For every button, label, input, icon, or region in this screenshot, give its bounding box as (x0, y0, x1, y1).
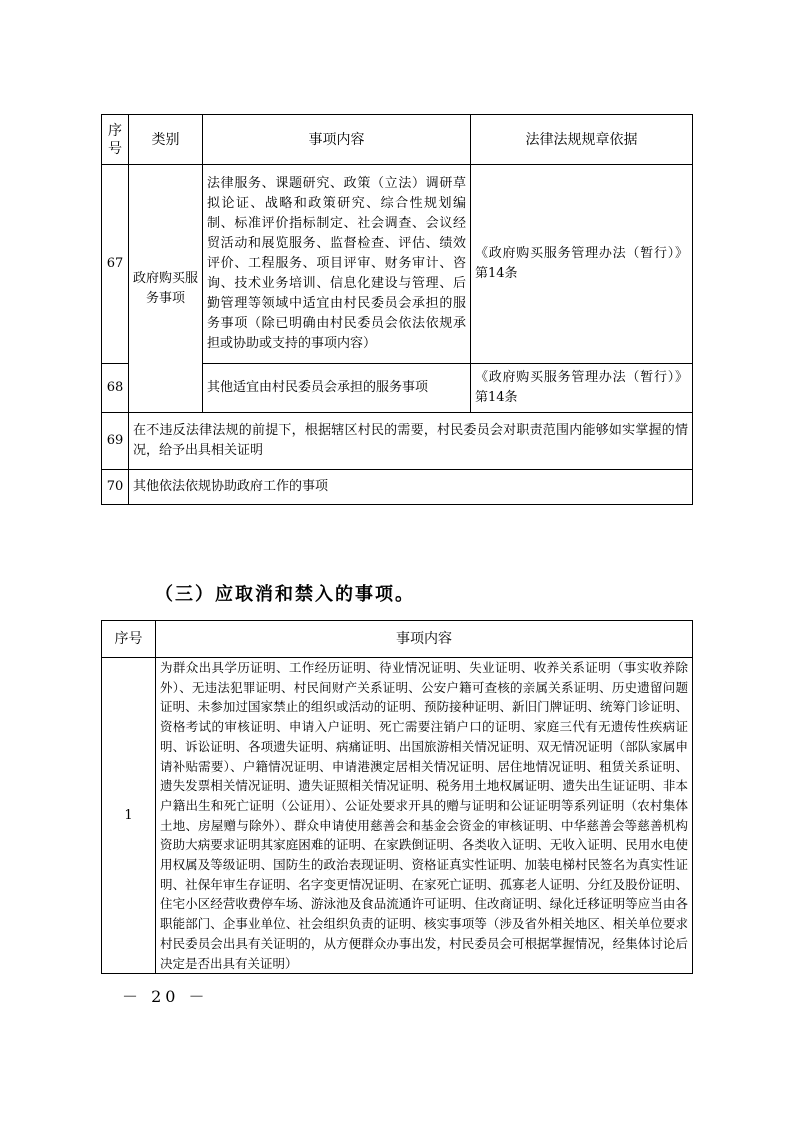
row-basis: 《政府购买服务管理办法（暂行）》第14条 (471, 165, 693, 364)
header-seq: 序号 (102, 115, 129, 165)
table-row (102, 413, 693, 470)
table-header-row (102, 621, 693, 658)
row-basis: 《政府购买服务管理办法（暂行）》第14条 (471, 364, 693, 413)
header-content: 事项内容 (203, 115, 471, 165)
row-seq: 67 (102, 165, 129, 364)
page-number: － 20 － (122, 987, 209, 1006)
row-content: 为群众出具学历证明、工作经历证明、待业情况证明、失业证明、收养关系证明（事实收养除外）、无违法犯罪证明、村民间财产关系证明、公安户籍可查核的亲属关系证明、历史遗留问题证明、未参加过国家禁止的组织或活动的证明、预防接种证明、新旧门牌证明、统筹门诊证明、资格考试的审核证明、申请入户证明、死亡需要注销户口的证明、家庭三代有无遗传性疾病证明、诉讼证明、各项遗失证明、病痛证明、出国旅游相关情况证明、双无情况证明（部队家属申请补贴需要）、户籍情况证明、申请港澳定居相关情况证明、居住地情况证明、租赁关系证明、遗失发票相关情况证明、遗失证照相关情况证明、税务用土地权属证明、遗失出生证证明、非本户籍出生和死亡证明（公证用）、公证处要求开具的赠与证明和公证证明等系列证明（农村集体土地、房屋赠与除外）、群众申请使用慈善会和基金会资金的审核证明、中华慈善会等慈善机构资助大病要求证明其家庭困难的证明、在家跌倒证明、各类收入证明、无收入证明、民用水电使用权属及等级证明、国防生的政治表现证明、资格证真实性证明、加装电梯村民签名为真实性证明、社保年审生存证明、名字变更情况证明、在家死亡证明、孤寡老人证明、分红及股份证明、住宅小区经营收费停车场、游泳池及食品流通许可证明、住改商证明、绿化迁移证明等应当由各职能部门、企事业单位、社会组织负责的证明、核实事项等（涉及省外相关地区、相关单位要求村民委员会出具有关证明的，从方便群众办事出发，村民委员会可根据掌握情况，经集体讨论后决定是否出具有关证明） (156, 658, 693, 974)
header-seq: 序号 (102, 621, 156, 658)
prohibited-items-table (101, 620, 693, 974)
section-title: （三）应取消和禁入的事项。 (155, 584, 415, 605)
row-seq: 70 (102, 470, 129, 505)
table-row (102, 165, 693, 364)
table-header-row (102, 115, 693, 165)
header-basis: 法律法规规章依据 (471, 115, 693, 165)
table-row (102, 658, 693, 974)
row-category: 政府购买服务事项 (129, 165, 203, 413)
row-seq: 1 (102, 658, 156, 974)
row-seq: 69 (102, 413, 129, 470)
row-seq: 68 (102, 364, 129, 413)
row-content: 其他依法依规协助政府工作的事项 (129, 470, 693, 505)
header-category: 类别 (129, 115, 203, 165)
row-content: 在不违反法律法规的前提下，根据辖区村民的需要，村民委员会对职责范围内能够如实掌握的情况，给予出具相关证明 (129, 413, 693, 470)
services-table (101, 114, 693, 505)
table-row (102, 470, 693, 505)
header-content: 事项内容 (156, 621, 693, 658)
row-content: 法律服务、课题研究、政策（立法）调研草拟论证、战略和政策研究、综合性规划编制、标准评价指标制定、社会调查、会议经贸活动和展览服务、监督检查、评估、绩效评价、工程服务、项目评审、财务审计、咨询、技术业务培训、信息化建设与管理、后勤管理等领域中适宜由村民委员会承担的服务事项（除已明确由村民委员会依法依规承担或协助或支持的事项内容） (203, 165, 471, 364)
row-content: 其他适宜由村民委员会承担的服务事项 (203, 364, 471, 413)
